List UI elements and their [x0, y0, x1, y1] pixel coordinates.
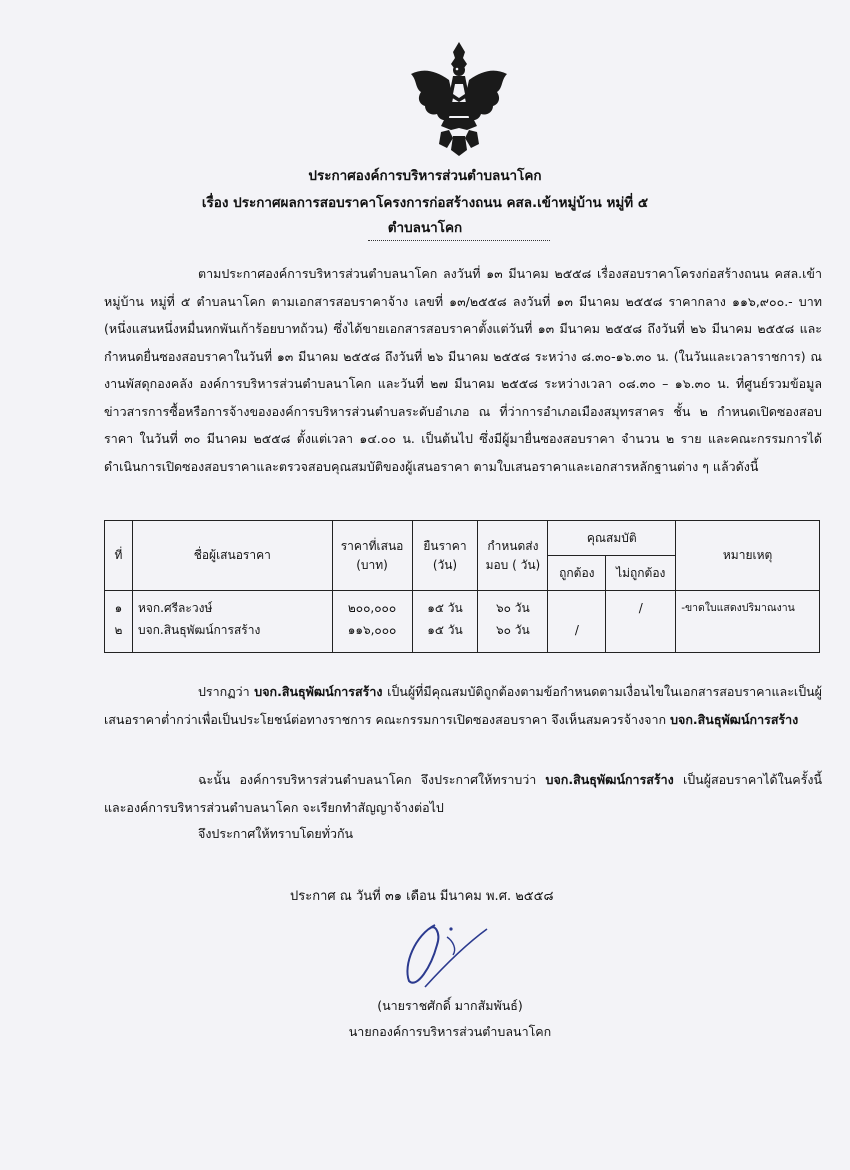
header-validity: [412, 521, 478, 591]
winner-name: บจก.สินธุพัฒน์การสร้าง: [670, 711, 799, 727]
dotted-divider: [368, 240, 550, 241]
header-delivery: [478, 521, 548, 591]
row-incorrect-mark: [611, 619, 670, 641]
row-no: ๑: [114, 601, 123, 615]
announcement-title: ประกาศองค์การบริหารส่วนตำบลนาโคก: [308, 168, 542, 184]
row-delivery: ๖๐ วัน: [496, 623, 530, 637]
row-remark-cell: [676, 591, 820, 653]
row-validity: ๑๕ วัน: [427, 601, 463, 615]
row-price-cell: [332, 591, 412, 653]
header-delivery-label: กำหนดส่ง: [487, 538, 539, 553]
header-remark: หมายเหตุ: [676, 521, 820, 591]
signer-title: นายกองค์การบริหารส่วนตำบลนาโคก: [348, 1024, 552, 1039]
para3-intro: ฉะนั้น องค์การบริหารส่วนตำบลนาโคก จึงประกาศให้ทราบว่า: [198, 772, 546, 787]
body-paragraph-2: [104, 678, 822, 733]
header-no: ที่: [105, 521, 133, 591]
row-price: ๑๑๖,๐๐๐: [347, 623, 397, 637]
header-correct: ถูกต้อง: [548, 556, 606, 591]
row-delivery: ๖๐ วัน: [496, 601, 530, 615]
row-bidder: หจก.ศรีละวงษ์: [137, 601, 213, 615]
winner-name: บจก.สินธุพัฒน์การสร้าง: [254, 684, 383, 699]
body-paragraph-4: จึงประกาศให้ทราบโดยทั่วกัน: [198, 826, 354, 841]
header-price-unit: (บาท): [356, 557, 388, 572]
row-incorrect-mark: /: [638, 601, 643, 615]
row-bidder: บจก.สินธุพัฒน์การสร้าง: [137, 623, 261, 637]
row-delivery-cell: [478, 591, 548, 653]
header-validity-unit: (วัน): [432, 557, 458, 572]
announcement-subject: เรื่อง ประกาศผลการสอบราคาโครงการก่อสร้างถนน คสล.เข้าหมู่บ้าน หมู่ที่ ๕: [201, 195, 649, 211]
header-price-label: ราคาที่เสนอ: [340, 538, 404, 553]
bid-results-table: [104, 520, 820, 653]
row-correct-cell: [548, 591, 606, 653]
row-validity: ๑๕ วัน: [427, 623, 463, 637]
header-qualification: คุณสมบัติ: [548, 521, 676, 556]
header-bidder: ชื่อผู้เสนอราคา: [132, 521, 332, 591]
table-header-row: [105, 521, 820, 556]
row-correct-mark: /: [574, 623, 579, 637]
header-price: [332, 521, 412, 591]
row-no-cell: [105, 591, 133, 653]
body-paragraph-1: ตามประกาศองค์การบริหารส่วนตำบลนาโคก ลงวันที่ ๑๓ มีนาคม ๒๕๕๘ เรื่องสอบราคาโครงก่อสร้างถนน คสล.เข้าหมู่บ้าน หมู่ที่ ๕ ตำบลนาโคก ตามเอกสารสอบราคาจ้าง เลขที่ ๑๓/๒๕๕๘ ลงวันที่ ๑๓ มีนาคม ๒๕๕๘ ราคากลาง ๑๑๖,๙๐๐.- บาท (หนึ่งแสนหนึ่งหมื่นหกพันเก้าร้อยบาทถ้วน) ซึ่งได้ขายเอกสารสอบราคาตั้งแต่วันที่ ๑๓ มีนาคม ๒๕๕๘ ถึงวันที่ ๒๖ มีนาคม ๒๕๕๘ และกำหนดยื่นซองสอบราคาในวันที่ ๑๓ มีนาคม ๒๕๕๘ ถึงวันที่ ๒๖ มีนาคม ๒๕๕๘ ระหว่าง ๘.๓๐-๑๖.๓๐ น. (ในวันและเวลาราชการ) ณ งานพัสดุกองคลัง องค์การบริหารส่วนตำบลนาโคก และวันที่ ๒๗ มีนาคม ๒๕๕๘ ระหว่างเวลา ๐๘.๓๐ – ๑๖.๓๐ น. ที่ศูนย์รวมข้อมูลข่าวสารการซื้อหรือการจ้างขององค์การบริหารส่วนตำบลระดับอำเภอ ณ ที่ว่าการอำเภอเมืองสมุทรสาคร ชั้น ๒ กำหนดเปิดซองสอบราคา ในวันที่ ๓๐ มีนาคม ๒๕๕๘ ตั้งแต่เวลา ๑๔.๐๐ น. เป็นต้นไป ซึ่งมีผู้มายื่นซองสอบราคา จำนวน ๒ ราย และคณะกรรมการได้ดำเนินการเปิดซองสอบราคาและตรวจสอบคุณสมบัติของผู้เสนอราคา ตามใบเสนอราคาและเอกสารหลักฐานต่าง ๆ แล้วดังนี้: [104, 266, 822, 474]
row-bidder-cell: [132, 591, 332, 653]
winner-name: บจก.สินธุพัฒน์การสร้าง: [545, 772, 674, 787]
header-incorrect: ไม่ถูกต้อง: [606, 556, 676, 591]
para3-outro: เป็นผู้สอบราคาได้ในครั้งนี้และองค์การบริหารส่วนตำบลนาโคก จะเรียกทำสัญญาจ้างต่อไป: [104, 772, 822, 815]
handwritten-signature: [395, 915, 505, 993]
row-validity-cell: [412, 591, 478, 653]
header-delivery-unit: มอบ ( วัน): [485, 557, 541, 572]
para2-intro: ปรากฏว่า: [198, 684, 255, 699]
row-incorrect-cell: [606, 591, 676, 653]
body-paragraph-3: [104, 766, 822, 821]
row-remark: -ขาดใบแสดงปริมาณงาน: [681, 602, 795, 614]
table-row: [105, 591, 820, 653]
garuda-emblem-icon: [405, 40, 513, 158]
announcement-subdistrict: ตำบลนาโคก: [387, 220, 463, 236]
para2-middle: เป็นผู้ที่มีคุณสมบัติถูกต้องตามข้อกำหนดตามเงื่อนไขในเอกสารสอบราคาและเป็นผู้เสนอราคาต่ำกว่าเพื่อเป็นประโยชน์ต่อทางราชการ คณะกรรมการเปิดซองสอบราคา จึงเห็นสมควรจ้างจาก: [104, 684, 822, 727]
signer-name: (นายราชศักดิ์ มากสัมพันธ์): [377, 998, 523, 1013]
header-validity-label: ยืนราคา: [423, 538, 467, 553]
announcement-date: ประกาศ ณ วันที่ ๓๑ เดือน มีนาคม พ.ศ. ๒๕๕๘: [290, 889, 554, 904]
row-correct-mark: [553, 597, 600, 619]
row-price: ๒๐๐,๐๐๐: [347, 601, 397, 615]
row-no: ๒: [114, 623, 123, 637]
